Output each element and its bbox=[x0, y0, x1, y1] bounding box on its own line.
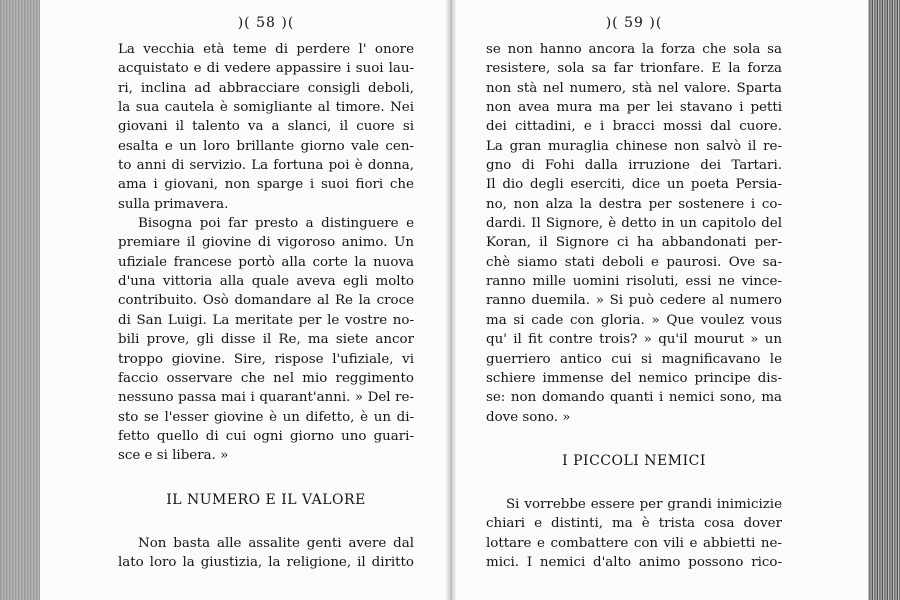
left-text-block-2 bbox=[118, 534, 414, 573]
text-line: lato loro la giustizia, la religione, il diritto bbox=[118, 554, 414, 570]
text-line: chiari e distinti, ma è trista cosa dover bbox=[486, 516, 782, 532]
text-line: d'una vittoria alla quale aveva egli molto bbox=[118, 274, 414, 290]
page-number-59: )( 59 )( bbox=[605, 15, 663, 31]
text-line: to anni di servizio. La fortuna poi è donna, bbox=[118, 158, 414, 174]
text-line: giovani il talento va a slanci, il cuore si bbox=[118, 119, 414, 135]
text-line: dove sono. » bbox=[486, 409, 571, 425]
text-line: chè siamo stati deboli e paurosi. Ove sa- bbox=[486, 254, 782, 270]
text-line: sce e si libera. » bbox=[118, 448, 229, 464]
text-line: schiere immense del nemico principe dis- bbox=[486, 370, 782, 386]
text-line: Si vorrebbe essere per grandi inimicizie bbox=[506, 496, 782, 512]
text-line: premiare il giovine di vigoroso animo. Un bbox=[118, 235, 414, 251]
page-number-58: )( 58 )( bbox=[237, 15, 295, 31]
text-line: troppo giovine. Sire, rispose l'ufiziale, vi bbox=[118, 351, 414, 367]
text-line: gno di Fohi dalla irruzione dei Tartari. bbox=[486, 158, 782, 174]
text-line: fetto quello di cui ogni giorno uno guari- bbox=[118, 428, 414, 444]
book-gutter bbox=[445, 0, 457, 600]
text-line: no, non alza la destra per sostenere i co- bbox=[486, 196, 782, 212]
text-line: se non hanno ancora la forza che sola sa bbox=[486, 42, 782, 57]
section-heading-numero-valore: IL NUMERO E IL VALORE bbox=[166, 491, 366, 508]
text-line: acquistato e di vedere appassire i suoi lau- bbox=[118, 61, 414, 77]
text-line: non stà nel numero, stà nel valore. Sparta bbox=[486, 80, 782, 96]
text-line: la sua cautela è somigliante al timore. Nei bbox=[118, 100, 414, 116]
text-line: bili prove, gli disse il Re, ma siete ancor bbox=[118, 332, 414, 348]
text-line: non avea mura ma per lei stavano i petti bbox=[486, 100, 782, 116]
right-page-edges bbox=[868, 0, 900, 600]
text-line: ranno mille uomini risoluti, essi ne vince- bbox=[486, 274, 782, 290]
text-line: Bisogna poi far presto a distinguere e bbox=[138, 216, 414, 232]
text-line: resistere, sola sa far trionfare. E la forza bbox=[486, 61, 782, 77]
text-line: di San Luigi. La meritate per le vostre no- bbox=[118, 312, 414, 328]
text-line: dei cittadini, e i bracci mossi dal cuore. bbox=[486, 119, 782, 135]
text-line: La gran muraglia chinese non salvò il re- bbox=[486, 138, 782, 154]
right-text-block-1 bbox=[486, 40, 782, 427]
text-line: sulla primavera. bbox=[118, 196, 229, 212]
left-page bbox=[118, 14, 414, 572]
text-line: faccio osservare che nel mio reggimento bbox=[118, 370, 414, 386]
left-text-block-1 bbox=[118, 40, 414, 466]
text-line: dardi. Il Signore, è detto in un capitolo del bbox=[486, 216, 782, 232]
text-line: mici. I nemici d'alto animo possono rico- bbox=[486, 554, 782, 570]
text-line: Non basta alle assalite genti avere dal bbox=[138, 535, 414, 551]
text-line: se: non domando quanti i nemici sono, ma bbox=[486, 390, 782, 406]
left-page-edges bbox=[0, 0, 40, 600]
section-heading-piccoli-nemici: I PICCOLI NEMICI bbox=[562, 452, 706, 469]
text-line: nessuno passa mai i quarant'anni. » Del re- bbox=[118, 390, 414, 406]
right-text-block-2 bbox=[486, 495, 782, 572]
text-line: sto se l'esser giovine è un difetto, è un di- bbox=[118, 409, 414, 425]
text-line: ri, inclina ad abbracciare consigli deboli, bbox=[118, 80, 414, 96]
text-line: lottare e combattere con vili e abbietti ne- bbox=[486, 535, 782, 551]
text-line: ama i giovani, non sparge i suoi fiori che bbox=[118, 177, 414, 193]
text-line: guerriero antico cui si magnificavano le bbox=[486, 351, 782, 367]
right-page bbox=[486, 14, 782, 572]
text-line: contribuito. Osò domandare al Re la croce bbox=[118, 293, 414, 309]
text-line: ma si cade con gloria. » Que voulez vous bbox=[486, 312, 782, 328]
text-line: Koran, il Signore ci ha abbandonati per- bbox=[486, 235, 782, 251]
text-line: La vecchia età teme di perdere l' onore bbox=[118, 42, 414, 57]
text-line: ufiziale francese portò alla corte la nuova bbox=[118, 254, 414, 270]
text-line: esalta e un loro brillante giorno vale cen- bbox=[118, 138, 414, 154]
text-line: ranno duemila. » Si può cedere al numero bbox=[486, 293, 782, 309]
text-line: qu' il fit contre trois? » qu'il mourut » un bbox=[486, 332, 782, 348]
text-line: Il dio degli eserciti, dice un poeta Persia- bbox=[486, 177, 782, 193]
